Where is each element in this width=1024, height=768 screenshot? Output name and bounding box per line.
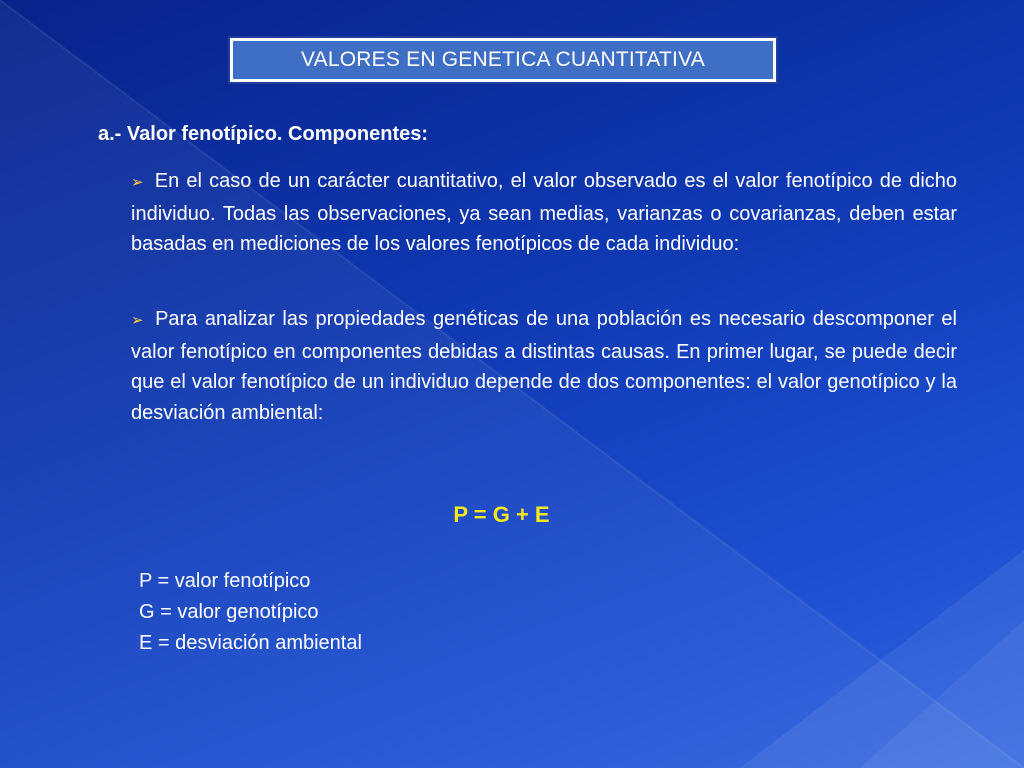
- definition-p: P = valor fenotípico: [139, 570, 311, 592]
- slide-title-box: [230, 38, 776, 82]
- arrow-bullet-icon: ➢: [131, 174, 144, 191]
- formula: P = G + E: [453, 502, 550, 527]
- bullet-paragraph-2: [131, 304, 957, 428]
- definition-g: G = valor genotípico: [139, 601, 319, 623]
- bullet-text-1: En el caso de un carácter cuantitativo, el valor observado es el valor fenotípico de dicho individuo. Todas las observaciones, ya sean medias, varianzas o covarianzas, deben estar basadas en mediciones de los valores fenotípicos de cada individuo:: [131, 170, 958, 255]
- slide-title: VALORES EN GENETICA CUANTITATIVA: [301, 48, 705, 71]
- bullet-text-2: Para analizar las propiedades genéticas de una población es necesario descomponer el valor fenotípico en componentes debidas a distintas causas. En primer lugar, se puede decir que el valor fenotípico de un individuo depende de dos componentes: el valor genotípico y la desviación ambiental:: [131, 308, 957, 424]
- definition-e: E = desviación ambiental: [139, 632, 362, 654]
- section-heading: a.- Valor fenotípico. Componentes:: [98, 123, 429, 145]
- arrow-bullet-icon: ➢: [131, 312, 144, 329]
- definitions-list: [139, 566, 362, 659]
- bullet-paragraph-1: [131, 166, 957, 260]
